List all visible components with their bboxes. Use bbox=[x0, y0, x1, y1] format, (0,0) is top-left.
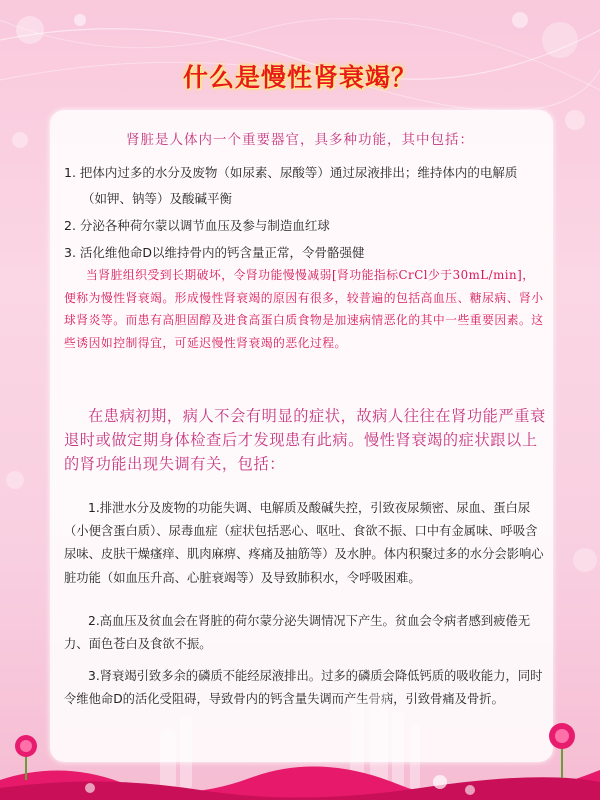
bottom-decoration bbox=[0, 670, 600, 800]
symptom-item-2: 2.高血压及贫血会在肾脏的荷尔蒙分泌失调情况下产生。贫血会令病者感到疲倦无力、面色苍白及食欲不振。 bbox=[64, 614, 531, 652]
symptom-item-3: 3.肾衰竭引致多余的磷质不能经尿液排出。过多的磷质会降低钙质的吸收能力，同时令维他命D的活化受阻碍，导致骨内的钙含量失调而产生骨病，引致骨痛及骨折。 bbox=[64, 669, 543, 707]
function-item-1-cont: （如钾、钠等）及酸碱平衡 bbox=[82, 191, 233, 206]
function-item-2: 2. 分泌各种荷尔蒙以调节血压及参与制造血红球 bbox=[64, 218, 330, 233]
flower-right-icon bbox=[549, 723, 575, 778]
symptom-item-1: 1.排泄水分及废物的功能失调、电解质及酸碱失控，引致夜尿频密、尿血、蛋白尿（小便含蛋白质）、尿毒血症（症状包括恶心、呕吐、食欲不振、口中有金属味、呼吸含尿味、皮肤干燥瘙痒、肌肉麻痹、疼痛及抽筋等）及水肿。体内积聚过多的水分会影响心脏功能（如血压升高、心脏衰竭等）及导致肺积水，令呼吸困难。 bbox=[64, 501, 544, 585]
page-title: 什么是慢性肾衰竭？ bbox=[182, 63, 417, 92]
definition-paragraph: 当肾脏组织受到长期破坏，令肾功能慢慢减弱[肾功能指标CrCl少于30mL/min]，便称为慢性肾衰竭。形成慢性肾衰竭的原因有很多，较普遍的包括高血压、糖尿病、肾小球肾炎等。而患有高胆固醇及进食高蛋白质食物是加速病情恶化的其中一些重要因素。这些诱因如控制得宜，可延迟慢性肾衰竭的恶化过程。 bbox=[64, 268, 544, 350]
function-item-3: 3. 活化维他命D以维持骨内的钙含量正常，令骨骼强健 bbox=[64, 245, 365, 260]
early-stage-paragraph: 在患病初期，病人不会有明显的症状，故病人往往在肾功能严重衰退时或做定期身体检查后才发现患有此病。慢性肾衰竭的症状跟以上的肾功能出现失调有关，包括： bbox=[64, 407, 546, 473]
intro-text: 肾脏是人体内一个重要器官，具多种功能，其中包括： bbox=[126, 132, 474, 148]
function-item-1: 1. 把体内过多的水分及废物（如尿素、尿酸等）通过尿液排出；维持体内的电解质 bbox=[64, 165, 518, 180]
